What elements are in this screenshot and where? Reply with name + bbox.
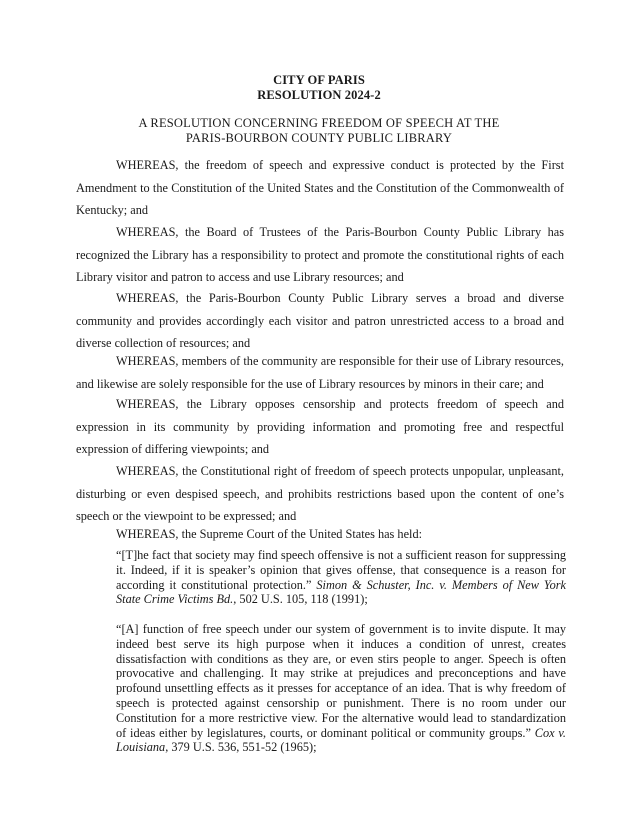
whereas-paragraph-3: WHEREAS, the Paris-Bourbon County Public Library serves a broad and diverse community and provides accordingly each visitor and patron unrestricted access to a broad and diverse collection of resources; and [76, 291, 564, 350]
resolution-title-line-2: PARIS-BOURBON COUNTY PUBLIC LIBRARY [185, 131, 453, 145]
whereas-paragraph-5: WHEREAS, the Library opposes censorship and protects freedom of speech and expression in its community by providing information and promoting free and respectful expression of differing viewpoints; and [76, 397, 564, 456]
resolution-number: RESOLUTION 2024-2 [257, 88, 381, 102]
case-name: Cox v. Louisiana [116, 725, 566, 755]
case-citation: , 502 U.S. 105, 118 (1991); [233, 592, 368, 607]
city-heading: CITY OF PARIS [273, 73, 365, 87]
quote-simon-schuster [116, 548, 566, 607]
case-citation: , 379 U.S. 536, 551-52 (1965); [165, 740, 317, 755]
whereas-paragraph-1: WHEREAS, the freedom of speech and expressive conduct is protected by the First Amendment to the Constitution of the United States and the Constitution of the Commonwealth of Kentucky; and [76, 158, 564, 217]
whereas-paragraph-7: WHEREAS, the Supreme Court of the United States has held: [116, 527, 423, 541]
whereas-paragraph-2: WHEREAS, the Board of Trustees of the Paris-Bourbon County Public Library has recognized the Library has a responsibility to protect and promote the constitutional rights of each Library visitor and patron to access and use Library resources; and [76, 225, 564, 284]
whereas-paragraph-6: WHEREAS, the Constitutional right of freedom of speech protects unpopular, unpleasant, disturbing or even despised speech, and prohibits restrictions based upon the content of one’s speech or the viewpoint to be expressed; and [76, 464, 564, 523]
quote-cox-louisiana [116, 622, 566, 755]
whereas-paragraph-4: WHEREAS, members of the community are responsible for their use of Library resources, and likewise are solely responsible for the use of Library resources by minors in their care; and [76, 354, 564, 391]
quote-text: “[A] function of free speech under our system of government is to invite dispute. It may indeed best serve its high purpose when it induces a condition of unrest, creates dissatisfaction with conditions as they are, or even stirs people to anger. Speech is often provocative and challenging. It may strike at prejudices and preconceptions and have profound unsettling effects as it presses for acceptance of an idea. That is why freedom of speech is protected against censorship or punishment. There is no room under our Constitution for a more restrictive view. For the alternative would lead to standardization of ideas either by legislatures, courts, or dominant political or community groups.” [116, 622, 566, 740]
case-name: Simon & Schuster, Inc. v. Members of New York State Crime Victims Bd. [116, 577, 566, 607]
resolution-title-line-1: A RESOLUTION CONCERNING FREEDOM OF SPEECH AT THE [138, 116, 500, 130]
quote-text: “[T]he fact that society may find speech offensive is not a sufficient reason for suppressing it. Indeed, if it is speaker’s opinion that gives offense, that consequence is a reason for according it constitutional protection.” [116, 548, 566, 592]
